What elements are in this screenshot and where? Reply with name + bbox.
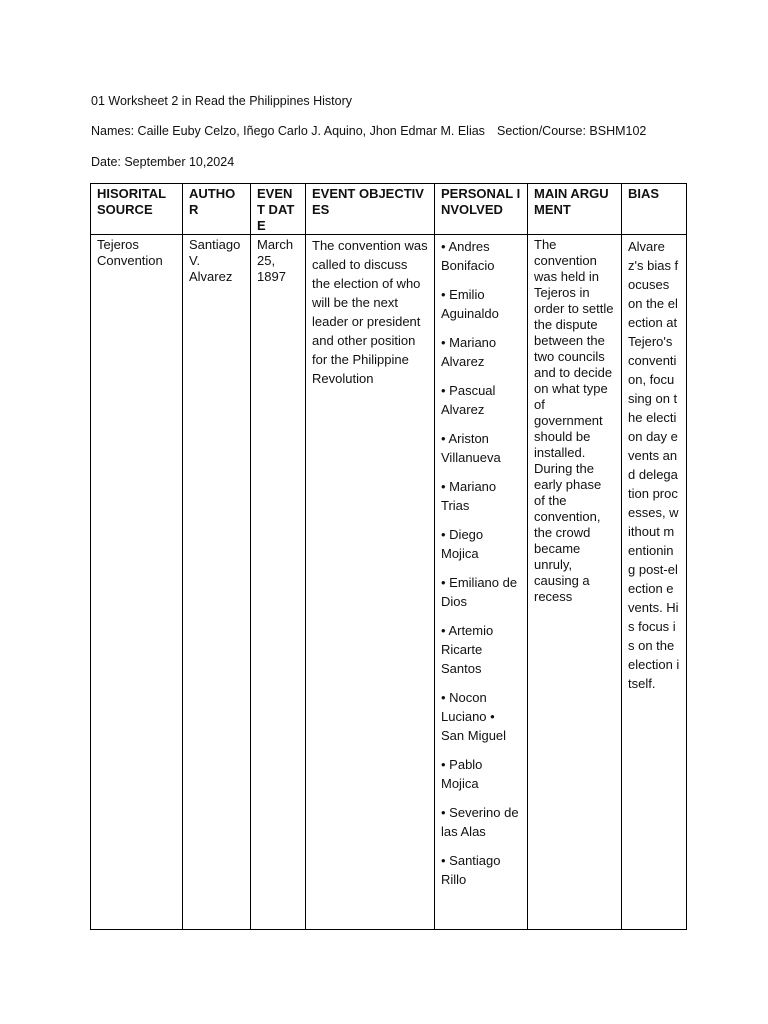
col-header-personal: PERSONAL INVOLVED bbox=[435, 184, 528, 235]
list-item: • Emilio Aguinaldo bbox=[441, 287, 499, 321]
names-line: Names: Caille Euby Celzo, Iñego Carlo J. Aquino, Jhon Edmar M. Elias bbox=[91, 124, 485, 138]
header-row bbox=[91, 184, 687, 235]
cell-author: Santiago V. Alvarez bbox=[183, 235, 251, 930]
section-course: Section/Course: BSHM102 bbox=[497, 124, 647, 138]
col-header-bias: BIAS bbox=[622, 184, 687, 235]
col-header-source: HISORITAL SOURCE bbox=[91, 184, 183, 235]
cell-bias: Alvarez's bias focuses on the election at Tejero's convention, focusing on the election day events and delegation processes, without mentioning post-election events. His focus is on the election itself. bbox=[622, 235, 687, 930]
list-item: • Artemio Ricarte Santos bbox=[441, 623, 494, 676]
list-item: • Mariano Alvarez bbox=[441, 335, 497, 369]
list-item: • Diego Mojica bbox=[441, 527, 484, 561]
cell-objectives: The convention was called to discuss the election of who will be the next leader or president and other position for the Philippine Revolution bbox=[306, 235, 435, 930]
cell-source: Tejeros Convention bbox=[91, 235, 183, 930]
col-header-event-date: EVENT DATE bbox=[251, 184, 306, 235]
col-header-objectives: EVENT OBJECTIVES bbox=[306, 184, 435, 235]
cell-date: March 25, 1897 bbox=[251, 235, 306, 930]
list-item: • Emiliano de Dios bbox=[441, 575, 518, 609]
list-item: • Mariano Trias bbox=[441, 479, 497, 513]
list-item: • Ariston Villanueva bbox=[441, 431, 501, 465]
cell-argument: The convention was held in Tejeros in order to settle the dispute between the two councils and to decide on what type of government should be installed. During the early phase of the convention, the crowd became unruly, causing a recess bbox=[528, 235, 622, 930]
date-line: Date: September 10,2024 bbox=[91, 155, 235, 169]
list-item: • Andres Bonifacio bbox=[441, 239, 495, 273]
list-item: • Pablo Mojica bbox=[441, 757, 483, 791]
list-item: • Santiago Rillo bbox=[441, 853, 501, 887]
col-header-author: AUTHOR bbox=[183, 184, 251, 235]
list-item: • Severino de las Alas bbox=[441, 805, 519, 839]
col-header-argument: MAIN ARGUMENT bbox=[528, 184, 622, 235]
list-item: • Pascual Alvarez bbox=[441, 383, 496, 417]
cell-personal bbox=[435, 235, 528, 930]
table-row bbox=[91, 235, 687, 930]
document-title: 01 Worksheet 2 in Read the Philippines History bbox=[91, 94, 353, 108]
worksheet-table bbox=[90, 183, 687, 930]
list-item: • Nocon Luciano • San Miguel bbox=[441, 690, 507, 743]
